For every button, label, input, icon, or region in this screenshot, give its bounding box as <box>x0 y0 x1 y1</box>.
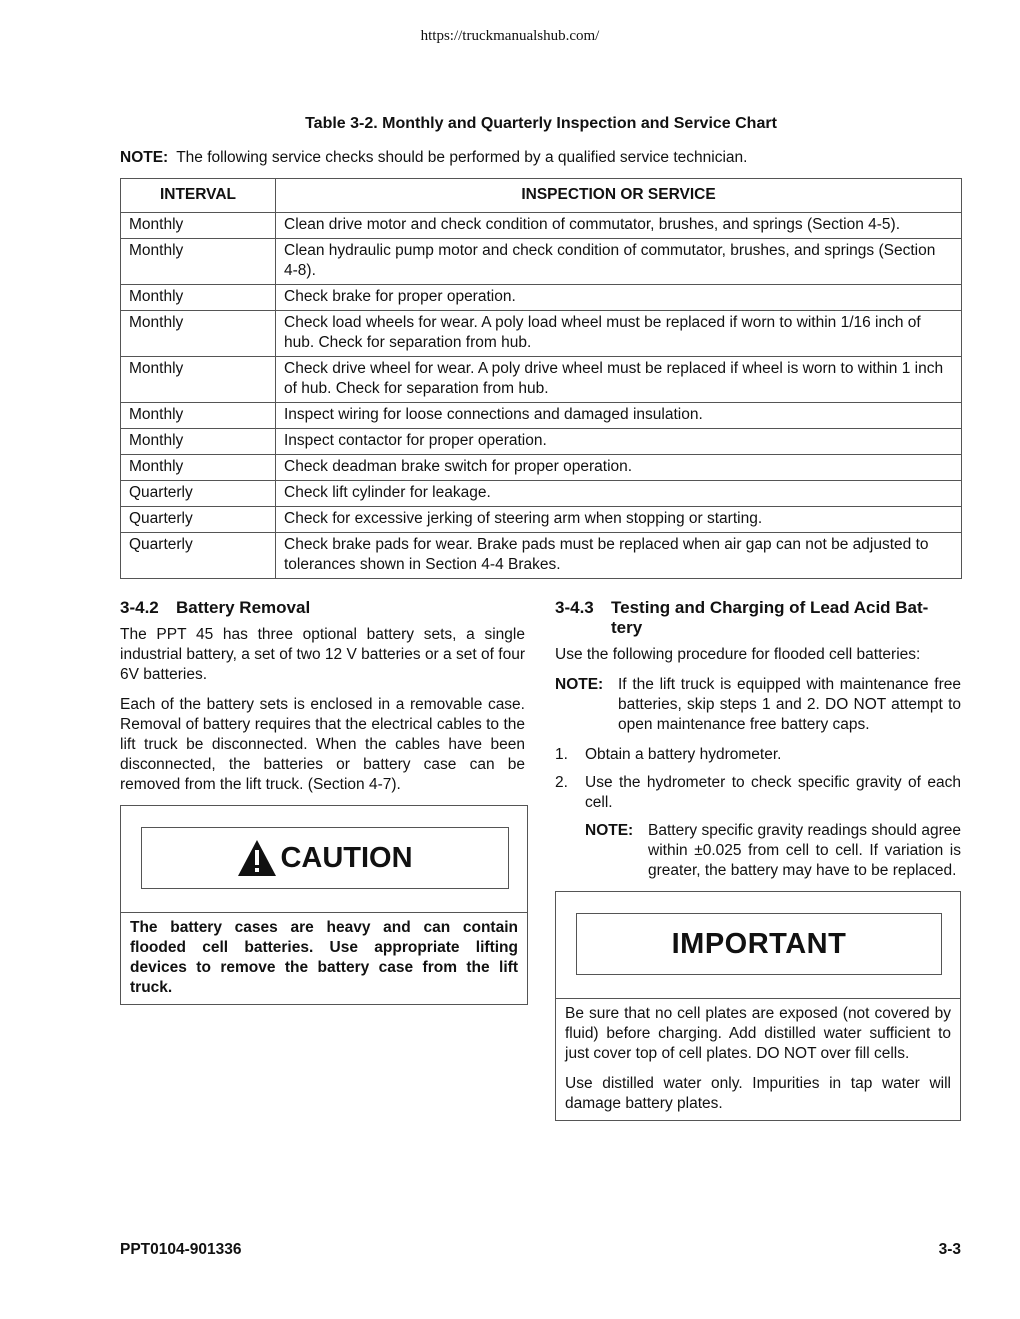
note-label: NOTE: <box>585 822 634 839</box>
table-row <box>121 455 962 481</box>
paragraph: Be sure that no cell plates are exposed (not covered by fluid) before charging. Add distilled water sufficient to just cover top of cell plates. DO NOT over fill cells. <box>565 1005 951 1062</box>
inspection-service-table <box>120 178 962 579</box>
source-url[interactable]: https://truckmanualshub.com/ <box>420 28 600 44</box>
table-row <box>121 481 962 507</box>
interval-cell: Quarterly <box>121 481 276 507</box>
paragraph: Use the following procedure for flooded cell batteries: <box>555 646 921 663</box>
table-row <box>121 285 962 311</box>
caution-text: The battery cases are heavy and can contain flooded cell batteries. Use appropriate lifting devices to remove the battery case from the lift truck. <box>130 919 518 996</box>
caution-box <box>120 805 528 1005</box>
interval-cell: Monthly <box>121 357 276 403</box>
table-note-label: NOTE: <box>120 149 169 166</box>
paragraph: Each of the battery sets is enclosed in a removable case. Removal of battery requires that the electrical cables to the lift truck be disconnected. When the cables have been disconnected, the batteries or battery case can be removed from the lift truck. (Section 4-7). <box>120 696 525 793</box>
service-cell: Check drive wheel for wear. A poly drive wheel must be replaced if wheel is worn to within 1 inch of hub. Check for separation from hub. <box>276 357 962 403</box>
table-row <box>121 533 962 579</box>
table-row <box>121 239 962 285</box>
caution-label: CAUTION <box>280 842 413 874</box>
important-banner <box>576 913 942 975</box>
table-row <box>121 357 962 403</box>
step-number: 2. <box>555 774 568 791</box>
header-inspection-or-service: INSPECTION OR SERVICE <box>276 179 962 213</box>
interval-cell: Monthly <box>121 455 276 481</box>
paragraph: The PPT 45 has three optional battery sets, a single industrial battery, a set of two 12 V batteries or a set of four 6V batteries. <box>120 626 525 683</box>
section-number: 3-4.3 <box>555 598 594 617</box>
service-cell: Clean drive motor and check condition of commutator, brushes, and springs (Section 4-5). <box>276 213 962 239</box>
list-item <box>555 773 961 813</box>
interval-cell: Quarterly <box>121 533 276 579</box>
service-cell: Check load wheels for wear. A poly load wheel must be replaced if worn to within 1/16 inch of hub. Check for separation from hub. <box>276 311 962 357</box>
testing-charging-section <box>555 598 961 1121</box>
interval-cell: Quarterly <box>121 507 276 533</box>
section-number: 3-4.2 <box>120 598 159 617</box>
note-label: NOTE: <box>555 676 604 693</box>
interval-cell: Monthly <box>121 213 276 239</box>
interval-cell: Monthly <box>121 429 276 455</box>
table-title: Table 3-2. Monthly and Quarterly Inspection and Service Chart <box>305 115 777 132</box>
document-id: PPT0104-901336 <box>120 1241 242 1258</box>
service-cell: Check brake pads for wear. Brake pads must be replaced when air gap can not be adjusted to tolerances shown in Section 4-4 Brakes. <box>276 533 962 579</box>
list-item <box>555 745 961 765</box>
service-cell: Inspect wiring for loose connections and damaged insulation. <box>276 403 962 429</box>
important-label: IMPORTANT <box>671 928 847 960</box>
interval-cell: Monthly <box>121 403 276 429</box>
step-text: Use the hydrometer to check specific gravity of each cell. <box>585 774 961 811</box>
interval-cell: Monthly <box>121 285 276 311</box>
service-cell: Inspect contactor for proper operation. <box>276 429 962 455</box>
header-interval: INTERVAL <box>121 179 276 213</box>
note-maintenance-free <box>555 675 961 735</box>
service-cell: Check brake for proper operation. <box>276 285 962 311</box>
interval-cell: Monthly <box>121 239 276 285</box>
service-cell: Check for excessive jerking of steering arm when stopping or starting. <box>276 507 962 533</box>
interval-cell: Monthly <box>121 311 276 357</box>
service-cell: Clean hydraulic pump motor and check condition of commutator, brushes, and springs (Section 4-8). <box>276 239 962 285</box>
table-note <box>120 149 747 167</box>
battery-removal-section <box>120 598 525 1005</box>
section-title-line-2: tery <box>611 618 643 637</box>
service-cell: Check deadman brake switch for proper operation. <box>276 455 962 481</box>
section-title-line-1: Testing and Charging of Lead Acid Bat- <box>611 598 929 617</box>
table-note-text: The following service checks should be performed by a qualified service technician. <box>176 149 748 166</box>
important-box <box>555 891 961 1121</box>
section-title: Battery Removal <box>176 598 311 617</box>
warning-triangle-icon <box>237 839 277 877</box>
caution-banner <box>141 827 509 889</box>
note-text: Battery specific gravity readings should agree within ±0.025 from cell to cell. If variation is greater, the battery may have to be replaced. <box>648 822 961 879</box>
table-row <box>121 403 962 429</box>
table-row <box>121 429 962 455</box>
important-text <box>556 999 960 1120</box>
note-text: If the lift truck is equipped with maintenance free batteries, skip steps 1 and 2. DO NOT attempt to open maintenance free battery caps. <box>618 676 961 733</box>
paragraph: Use distilled water only. Impurities in tap water will damage battery plates. <box>565 1075 951 1112</box>
service-cell: Check lift cylinder for leakage. <box>276 481 962 507</box>
section-heading-battery-removal <box>120 598 525 618</box>
step-text: Obtain a battery hydrometer. <box>585 746 782 763</box>
table-row <box>121 507 962 533</box>
section-heading-testing-charging <box>555 598 961 638</box>
table-row <box>121 311 962 357</box>
table-header-row <box>121 179 962 213</box>
table-row <box>121 213 962 239</box>
page-number: 3-3 <box>938 1241 961 1258</box>
step-number: 1. <box>555 746 568 763</box>
note-specific-gravity <box>585 821 961 881</box>
